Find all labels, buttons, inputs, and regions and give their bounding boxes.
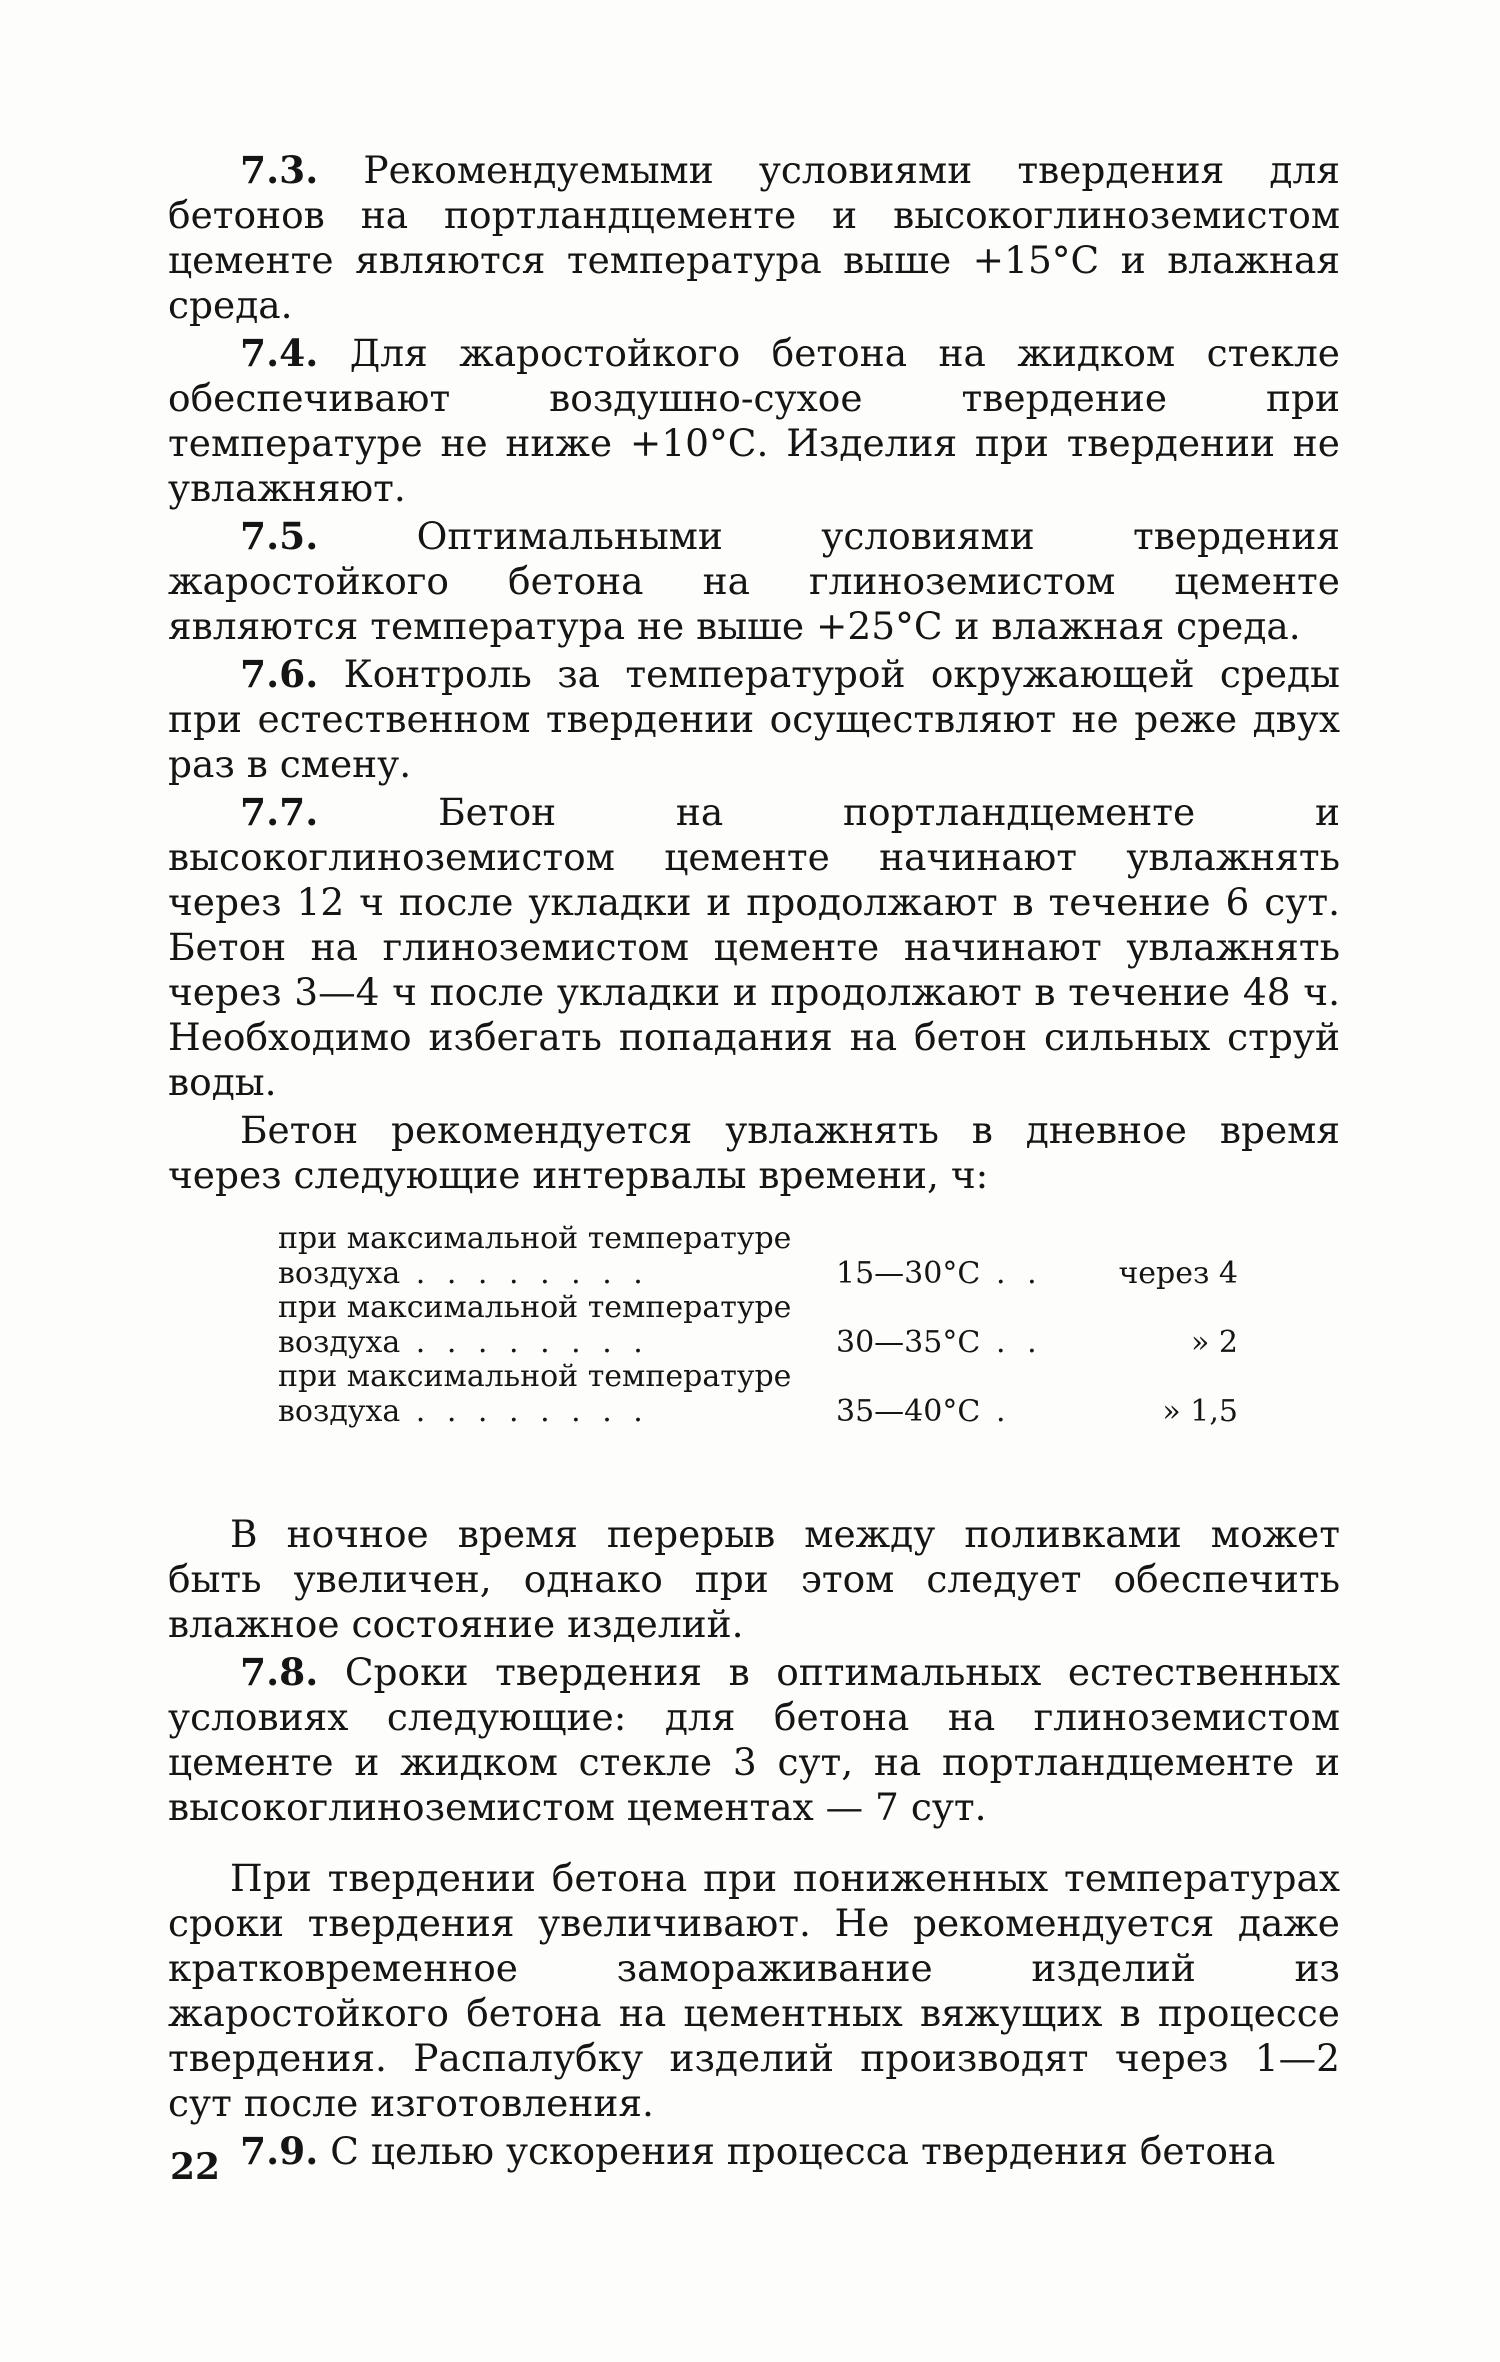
clause-number: 7.9. bbox=[240, 2129, 319, 2173]
table-row bbox=[278, 1291, 1238, 1360]
paragraph-7-3 bbox=[168, 148, 1340, 328]
clause-number: 7.5. bbox=[240, 514, 319, 558]
paragraph-text: С целью ускорения процесса твердения бетона bbox=[318, 2129, 1276, 2173]
paragraph-text: Оптимальными условиями твердения жаростойкого бетона на глиноземистом цементе являются температура не выше +25°С и влажная среда. bbox=[168, 514, 1340, 648]
row-label-line1: при максимальной температуре bbox=[278, 1290, 792, 1325]
text-section-bottom bbox=[168, 1512, 1340, 2177]
paragraph-text: Сроки твердения в оптимальных естественных условиях следующие: для бетона на глиноземистом цементе и жидком стекле 3 сут, на портландцементе и высокоглиноземистом цементах — 7 сут. bbox=[168, 1650, 1340, 1829]
paragraph-7-6 bbox=[168, 652, 1340, 787]
paragraph-7-8 bbox=[168, 1650, 1340, 1830]
clause-number: 7.4. bbox=[240, 331, 319, 375]
paragraph-text: Контроль за температурой окружающей среды при естественном твердении осуществляют не реже двух раз в смену. bbox=[168, 652, 1340, 786]
paragraph-text: В ночное время перерыв между поливками может быть увеличен, однако при этом следует обеспечить влажное состояние изделий. bbox=[168, 1512, 1340, 1646]
paragraph-text: Рекомендуемыми условиями твердения для бетонов на портландцементе и высокоглиноземистом цементе являются температура выше +15°С и влажная среда. bbox=[168, 148, 1340, 327]
row-label-line1: при максимальной температуре bbox=[278, 1221, 792, 1256]
row-label-line2: воздуха bbox=[278, 1394, 401, 1429]
interval-value: через 4 bbox=[1118, 1255, 1238, 1291]
clause-number: 7.3. bbox=[240, 148, 319, 192]
paragraph-7-4 bbox=[168, 331, 1340, 511]
separator-dots: . bbox=[996, 1393, 1012, 1429]
table-row bbox=[278, 1222, 1238, 1291]
watering-interval-table bbox=[278, 1222, 1238, 1429]
table-row bbox=[278, 1360, 1238, 1429]
temperature-range: 30—35°С bbox=[836, 1324, 981, 1360]
paragraph-7-7 bbox=[168, 790, 1340, 1105]
row-label-line1: при максимальной температуре bbox=[278, 1359, 792, 1394]
clause-number: 7.8. bbox=[240, 1650, 319, 1694]
paragraph-night-watering bbox=[168, 1512, 1340, 1647]
paragraph-7-9 bbox=[168, 2129, 1340, 2174]
separator-dots: . . bbox=[996, 1324, 1043, 1360]
leader-dots: . . . . . . . . bbox=[400, 1325, 649, 1360]
leader-dots: . . . . . . . . bbox=[400, 1256, 649, 1291]
paragraph-text: Бетон рекомендуется увлажнять в дневное время через следующие интервалы времени, ч: bbox=[168, 1108, 1340, 1197]
leader-dots: . . . . . . . . bbox=[400, 1394, 649, 1429]
paragraph-low-temperature bbox=[168, 1856, 1340, 2126]
paragraph-7-5 bbox=[168, 514, 1340, 649]
interval-value: » 1,5 bbox=[1162, 1393, 1238, 1429]
temperature-range: 35—40°С bbox=[836, 1393, 981, 1429]
row-label-line2: воздуха bbox=[278, 1325, 401, 1360]
clause-number: 7.6. bbox=[240, 652, 319, 696]
paragraph-intervals-intro bbox=[168, 1108, 1340, 1198]
temperature-range: 15—30°С bbox=[836, 1255, 981, 1291]
paragraph-text: Для жаростойкого бетона на жидком стекле обеспечивают воздушно-сухое твердение при температуре не ниже +10°С. Изделия при твердении не увлажняют. bbox=[168, 331, 1340, 510]
interval-value: » 2 bbox=[1191, 1324, 1238, 1360]
clause-number: 7.7. bbox=[240, 790, 319, 834]
row-label-line2: воздуха bbox=[278, 1256, 401, 1291]
separator-dots: . . bbox=[996, 1255, 1043, 1291]
paragraph-text: Бетон на портландцементе и высокоглиноземистом цементе начинают увлажнять через 12 ч после укладки и продолжают в течение 6 сут. Бетон на глиноземистом цементе начинают увлажнять через 3—4 ч после укладки и продолжают в течение 48 ч. Необходимо избегать попадания на бетон сильных струй воды. bbox=[168, 790, 1340, 1104]
text-section-top bbox=[168, 148, 1340, 1201]
paragraph-text: При твердении бетона при пониженных температурах сроки твердения увеличивают. Не рекомендуется даже кратковременное замораживание изделий из жаростойкого бетона на цементных вяжущих в процессе твердения. Распалубку изделий производят через 1—2 сут после изготовления. bbox=[168, 1856, 1340, 2125]
page-number: 22 bbox=[170, 2146, 221, 2188]
